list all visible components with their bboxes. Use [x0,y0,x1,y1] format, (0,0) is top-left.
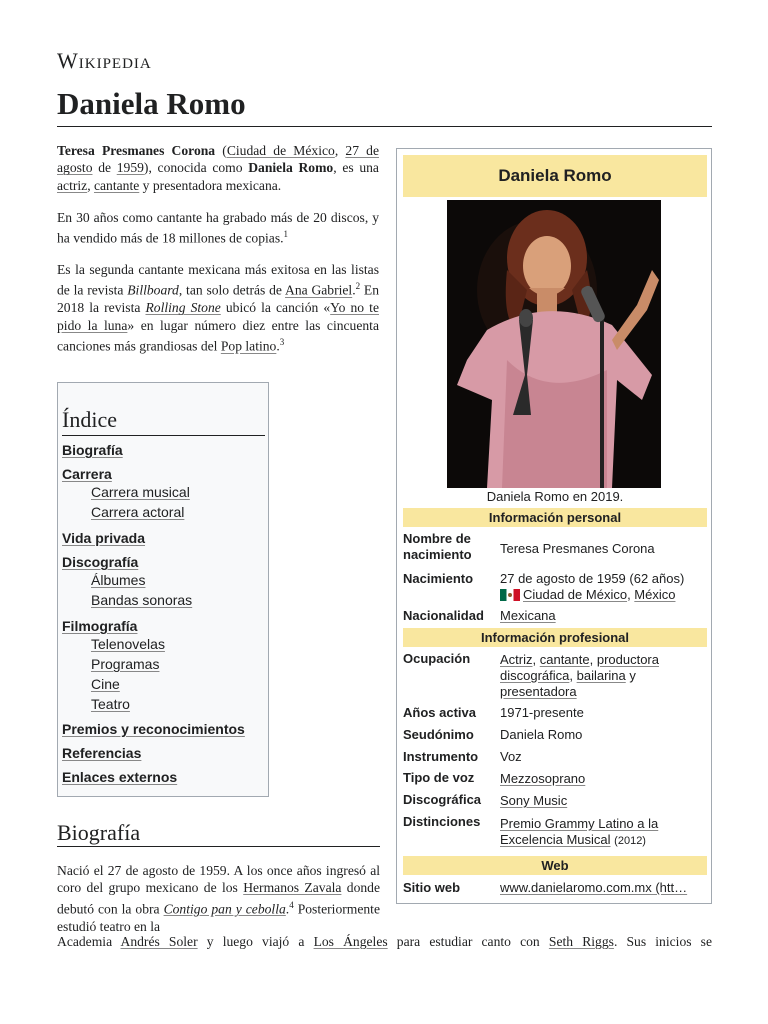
label-distinciones: Distinciones [403,814,481,829]
inline-link[interactable]: Rolling Stone [145,300,221,316]
text-run: En 2018 la revista [57,282,380,316]
section-heading-biografia: Biografía [57,820,141,845]
value-nacionalidad[interactable]: Mexicana [500,608,556,623]
link-presentadora[interactable]: presentadora [500,684,577,699]
toc-divider [62,435,265,436]
text-run: En 30 años como cantante ha grabado más de 20 discos, y ha vendido más de 18 millones de copias. [57,210,379,246]
text-run: ), conocida como [143,160,249,176]
inline-link[interactable]: Ciudad de México [226,143,335,158]
toc-item[interactable]: Carrera [62,466,112,482]
reference-mark[interactable]: 3 [279,337,285,348]
value-distinciones [500,816,707,849]
infobox-title: Daniela Romo [403,155,707,197]
inline-link[interactable]: 1959 [116,160,144,176]
inline-link[interactable]: cantante [93,177,140,193]
toc-item[interactable]: Discografía [62,554,139,570]
inline-link[interactable]: actriz [57,177,88,193]
text-run: ubicó la canción « [220,300,331,316]
page-title: Daniela Romo [57,86,246,121]
link-mexico[interactable]: México [634,587,676,602]
distinction-year: (2012) [614,835,646,847]
inline-link[interactable]: Hermanos Zavala [243,880,342,896]
toc-item[interactable]: Referencias [62,745,142,761]
band-web: Web [403,856,707,875]
text-run: Nació el 27 de agosto de 1959. A los once años ingresó al coro del grupo mexicano de los [57,863,380,896]
value-anos-activa: 1971-presente [500,705,584,720]
reference-mark[interactable]: 1 [283,229,289,240]
toc-item[interactable]: Vida privada [62,530,146,546]
label-sitio-web: Sitio web [403,880,461,895]
text-run: Posteriormente estudió teatro en la [57,901,380,934]
inline-link[interactable]: Los Ángeles [313,934,388,949]
inline-link[interactable]: Yo no te pido la luna [57,300,379,333]
text-run: » en lugar número diez entre las cincuenta canciones más grandiosas del [57,317,379,354]
toc-item[interactable]: Carrera actoral [91,504,185,520]
toc-item[interactable]: Premios y reconocimientos [62,721,245,737]
reference-mark[interactable]: 4 [289,899,294,910]
lead-paragraph-3 [57,261,379,355]
text-run: , tan solo detrás de [178,282,286,298]
mexico-flag-icon [500,589,520,601]
band-informacion-profesional: Información profesional [403,628,707,647]
text-run: . Sus inicios se [613,934,712,949]
value-nombre-de-nacimiento: Teresa Presmanes Corona [500,541,655,556]
toc-item[interactable]: Teatro [91,696,130,712]
label-ocupacion: Ocupación [403,651,471,666]
toc-item[interactable]: Filmografía [62,618,138,634]
label-instrumento: Instrumento [403,749,479,764]
reference-mark[interactable]: 2 [355,281,361,292]
value-tipo-de-voz[interactable]: Mezzosoprano [500,771,586,786]
biografia-paragraph-continued [57,933,712,950]
link-productora-discografica[interactable]: productora discográfica [500,652,659,683]
text-run: de [92,160,117,176]
inline-link[interactable]: Ana Gabriel [285,282,353,298]
value-discografica[interactable]: Sony Music [500,793,568,808]
toc-item[interactable]: Bandas sonoras [91,592,193,608]
title-divider [57,126,712,127]
section-divider [57,846,380,847]
text-run: , es una [333,160,379,176]
text-run: Teresa Presmanes Corona [57,143,216,158]
text-run: ( [215,143,227,158]
birth-date: 27 de agosto de 1959 (62 años) [500,571,685,586]
value-seudonimo: Daniela Romo [500,727,583,742]
value-sitio-web[interactable]: www.danielaromo.com.mx (htt… [500,880,688,895]
birth-place: Ciudad de México, México [500,587,707,603]
text-run: . [285,901,290,917]
toc-item[interactable]: Cine [91,676,120,692]
toc-item[interactable]: Carrera musical [91,484,190,500]
toc-item[interactable]: Programas [91,656,160,672]
inline-link[interactable]: Contigo pan y cebolla [163,901,286,917]
inline-link[interactable]: Pop latino [220,338,277,354]
lead-paragraph-1 [57,142,379,194]
label-discografica: Discográfica [403,792,482,807]
text-run: donde debutó con la obra [57,880,381,917]
text-run: y presentadora mexicana. [139,177,282,193]
link-actriz[interactable]: Actriz [500,652,533,667]
link-ciudad-de-mexico[interactable]: Ciudad de México [523,587,628,602]
label-seudonimo: Seudónimo [403,727,474,742]
toc-heading: Índice [62,407,117,432]
toc-item[interactable]: Biografía [62,442,123,458]
value-instrumento: Voz [500,749,522,764]
text-run: Academia [57,934,121,949]
text-run: para estudiar canto con [387,934,549,949]
text-run: , [87,177,94,193]
table-of-contents [57,382,269,797]
link-bailarina[interactable]: bailarina [576,668,626,683]
inline-link[interactable]: 27 de agosto [57,143,379,176]
lead-paragraph-2 [57,209,379,247]
link-premio-grammy[interactable]: Premio Grammy Latino a la Excelencia Musical [500,816,659,847]
inline-link[interactable]: Seth Riggs [548,934,614,949]
text-run: Billboard [127,282,179,298]
text-run: y luego viajó a [197,934,314,949]
label-nacionalidad: Nacionalidad [403,608,484,623]
biografia-paragraph [57,862,380,935]
text-run: Daniela Romo [248,160,334,176]
photo-caption: Daniela Romo en 2019. [486,489,624,504]
band-informacion-personal: Información personal [403,508,707,527]
value-ocupacion: Actriz, cantante, productora discográfica, bailarina y presentadora [500,652,659,699]
toc-item[interactable]: Álbumes [91,572,146,588]
infobox [396,148,712,904]
text-run: Es la segunda cantante mexicana más exitosa en las listas de la revista [57,262,379,298]
inline-link[interactable]: Andrés Soler [120,934,198,949]
label-anos-activa: Años activa [403,705,476,720]
label-nacimiento: Nacimiento [403,571,474,586]
wikipedia-wordmark: Wikipedia [57,48,152,73]
text-run: . [352,282,356,298]
link-cantante[interactable]: cantante [539,652,590,667]
value-nacimiento [500,571,707,603]
label-nombre-de-nacimiento: Nombre de nacimiento [403,531,472,562]
portrait-photo[interactable] [447,200,661,488]
label-tipo-de-voz: Tipo de voz [403,770,475,785]
text-run: . [276,338,280,354]
text-run: , [334,143,346,158]
toc-item[interactable]: Telenovelas [91,636,165,652]
toc-item[interactable]: Enlaces externos [62,769,178,785]
